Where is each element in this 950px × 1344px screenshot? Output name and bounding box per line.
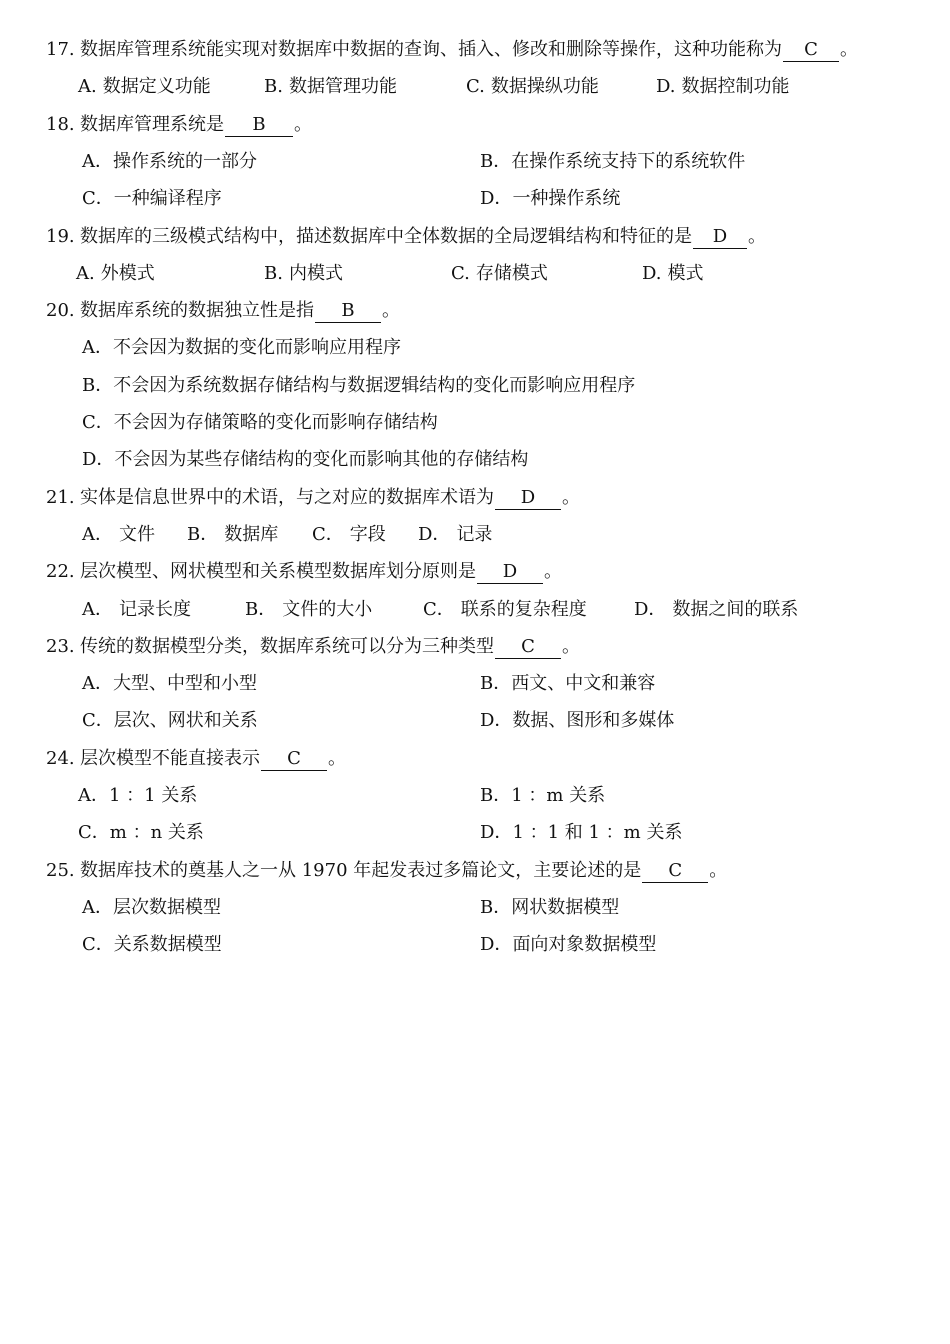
- option-d: [82, 448, 528, 472]
- options-row: [0, 75, 950, 99]
- option-text: 不会因为数据的变化而影响应用程序: [113, 337, 401, 358]
- option-a: [82, 896, 221, 920]
- options-row: [0, 150, 950, 174]
- option-text: 不会因为某些存储结构的变化而影响其他的存储结构: [114, 449, 529, 470]
- question-number: 21.: [46, 487, 75, 508]
- option-text: 数据库: [224, 524, 279, 545]
- option-text: 数据、图形和多媒体: [512, 710, 675, 731]
- answer-blank: D: [495, 487, 561, 510]
- option-text: 记录: [456, 524, 493, 545]
- option-label: C．: [423, 599, 455, 620]
- question-number: 24.: [46, 748, 75, 769]
- options-row: [0, 262, 950, 286]
- option-text: 不会因为系统数据存储结构与数据逻辑结构的变化而影响应用程序: [113, 375, 636, 396]
- option-d: [480, 933, 656, 957]
- option-text: 文件: [119, 524, 155, 545]
- option-label: A．: [82, 897, 113, 918]
- option-label: C.: [451, 263, 470, 284]
- option-d: [480, 187, 620, 211]
- option-b: [187, 523, 278, 547]
- options-row: [0, 933, 950, 957]
- option-text: 在操作系统支持下的系统软件: [511, 151, 746, 172]
- option-c: [82, 411, 438, 435]
- option-label: D．: [480, 934, 513, 955]
- question-21-stem: [46, 486, 580, 510]
- option-label: D．: [480, 710, 513, 731]
- option-c: [82, 187, 222, 211]
- option-text: 模式: [667, 263, 704, 284]
- question-stem: 传统的数据模型分类，数据库系统可以分为三种类型: [80, 636, 494, 657]
- option-text: 面向对象数据模型: [512, 934, 657, 955]
- option-label: D．: [418, 524, 451, 545]
- answer-blank: D: [693, 226, 747, 249]
- option-label: A．: [82, 151, 113, 172]
- option-text: 数据管理功能: [288, 76, 397, 97]
- question-19-stem: [46, 225, 766, 249]
- option-text: 数据操纵功能: [490, 76, 599, 97]
- option-b: [264, 75, 397, 99]
- options-row: [0, 523, 950, 547]
- question-number: 23.: [46, 636, 75, 657]
- option-text: 一种操作系统: [512, 188, 621, 209]
- option-label: A.: [78, 76, 97, 97]
- option-label: A.: [76, 263, 95, 284]
- question-23-stem: [46, 635, 580, 659]
- option-c: [82, 709, 258, 733]
- option-label: A．: [82, 337, 113, 358]
- option-b: [480, 896, 619, 920]
- question-end-mark: 。: [562, 487, 580, 508]
- answer-blank: C: [261, 748, 327, 771]
- question-stem: 实体是信息世界中的术语，与之对应的数据库术语为: [80, 487, 494, 508]
- options-row: [0, 821, 950, 845]
- option-a: [82, 150, 257, 174]
- option-c: [78, 821, 204, 845]
- option-a: [82, 672, 257, 696]
- options-row: [0, 896, 950, 920]
- option-d: [480, 821, 682, 845]
- option-text: 1 ：m 关系: [511, 785, 606, 806]
- answer-blank: C: [783, 39, 839, 62]
- option-label: B．: [187, 524, 219, 545]
- option-label: D.: [642, 263, 662, 284]
- option-b: [480, 150, 745, 174]
- question-end-mark: 。: [382, 300, 400, 321]
- option-label: B．: [480, 151, 512, 172]
- option-label: D．: [634, 599, 667, 620]
- question-stem: 数据库的三级模式结构中，描述数据库中全体数据的全局逻辑结构和特征的是: [80, 226, 692, 247]
- question-number: 19.: [46, 226, 75, 247]
- option-a: [82, 523, 155, 547]
- question-stem: 层次模型、网状模型和关系模型数据库划分原则是: [80, 561, 476, 582]
- question-end-mark: 。: [748, 226, 766, 247]
- option-label: A．: [78, 785, 109, 806]
- answer-blank: B: [315, 300, 381, 323]
- option-a: [82, 336, 401, 360]
- option-label: B．: [245, 599, 277, 620]
- question-end-mark: 。: [294, 114, 312, 135]
- option-label: B．: [480, 673, 512, 694]
- option-text: 西文、中文和兼容: [511, 673, 656, 694]
- question-stem: 层次模型不能直接表示: [80, 748, 260, 769]
- option-text: 记录长度: [119, 599, 191, 620]
- option-text: 数据之间的联系: [672, 599, 799, 620]
- option-b: [480, 672, 655, 696]
- option-label: D．: [82, 449, 115, 470]
- question-stem: 数据库技术的奠基人之一从 1970 年起发表过多篇论文，主要论述的是: [80, 860, 642, 881]
- option-a: [78, 75, 211, 99]
- option-d: [480, 709, 674, 733]
- option-text: 联系的复杂程度: [460, 599, 587, 620]
- option-b: [245, 598, 372, 622]
- option-text: 层次数据模型: [113, 897, 221, 918]
- options-row: [0, 784, 950, 808]
- option-label: C．: [82, 710, 114, 731]
- option-b: [82, 374, 635, 398]
- question-end-mark: 。: [562, 636, 580, 657]
- option-a: [76, 262, 155, 286]
- question-22-stem: [46, 560, 562, 584]
- option-text: 大型、中型和小型: [113, 673, 257, 694]
- option-label: D．: [480, 188, 513, 209]
- option-text: 1 ：1 关系: [109, 785, 198, 806]
- option-text: 一种编译程序: [113, 188, 222, 209]
- options-row: [0, 709, 950, 733]
- option-text: 层次、网状和关系: [113, 710, 258, 731]
- option-text: 外模式: [100, 263, 155, 284]
- option-label: A．: [82, 524, 113, 545]
- option-text: 数据定义功能: [102, 76, 211, 97]
- option-text: 操作系统的一部分: [113, 151, 257, 172]
- option-label: C．: [82, 934, 114, 955]
- question-end-mark: 。: [328, 748, 346, 769]
- option-label: C．: [78, 822, 110, 843]
- question-18-stem: [46, 113, 312, 137]
- question-24-stem: [46, 747, 346, 771]
- option-label: C．: [82, 188, 114, 209]
- option-label: A．: [82, 673, 113, 694]
- answer-blank: C: [642, 860, 708, 883]
- question-25-stem: [46, 859, 727, 883]
- option-label: D.: [656, 76, 676, 97]
- question-stem: 数据库管理系统是: [80, 114, 224, 135]
- option-d: [634, 598, 798, 622]
- question-stem: 数据库管理系统能实现对数据库中数据的查询、插入、修改和删除等操作，这种功能称为: [80, 39, 782, 60]
- options-row: [0, 187, 950, 211]
- question-number: 25.: [46, 860, 75, 881]
- option-label: B．: [480, 785, 512, 806]
- option-d: [642, 262, 704, 286]
- question-number: 18.: [46, 114, 75, 135]
- option-label: B.: [264, 263, 283, 284]
- option-c: [312, 523, 386, 547]
- option-text: 关系数据模型: [113, 934, 222, 955]
- question-end-mark: 。: [840, 39, 858, 60]
- option-label: C.: [466, 76, 485, 97]
- option-label: A．: [82, 599, 113, 620]
- answer-blank: B: [225, 114, 293, 137]
- option-d: [656, 75, 790, 99]
- question-number: 20.: [46, 300, 75, 321]
- option-c: [466, 75, 599, 99]
- option-text: 字段: [349, 524, 386, 545]
- option-b: [480, 784, 605, 808]
- options-row: [0, 672, 950, 696]
- question-end-mark: 。: [544, 561, 562, 582]
- question-stem: 数据库系统的数据独立性是指: [80, 300, 314, 321]
- option-label: D．: [480, 822, 513, 843]
- option-label: B.: [264, 76, 283, 97]
- question-number: 17.: [46, 39, 75, 60]
- option-label: C．: [82, 412, 114, 433]
- option-c: [423, 598, 587, 622]
- option-text: m ：n 关系: [109, 822, 204, 843]
- question-end-mark: 。: [709, 860, 728, 881]
- option-text: 1 ：1 和 1 ：m 关系: [512, 822, 683, 843]
- option-d: [418, 523, 492, 547]
- option-a: [78, 784, 197, 808]
- option-label: C．: [312, 524, 344, 545]
- question-17-stem: [46, 38, 858, 62]
- option-text: 网状数据模型: [511, 897, 620, 918]
- option-label: B．: [82, 375, 114, 396]
- question-20-stem: [46, 299, 400, 323]
- question-number: 22.: [46, 561, 75, 582]
- answer-blank: D: [477, 561, 543, 584]
- option-text: 文件的大小: [282, 599, 373, 620]
- option-c: [82, 933, 222, 957]
- option-text: 内模式: [288, 263, 343, 284]
- option-text: 存储模式: [475, 263, 548, 284]
- option-a: [82, 598, 191, 622]
- option-label: B．: [480, 897, 512, 918]
- option-c: [451, 262, 548, 286]
- option-text: 不会因为存储策略的变化而影响存储结构: [113, 412, 438, 433]
- options-row: [0, 598, 950, 622]
- answer-blank: C: [495, 636, 561, 659]
- option-text: 数据控制功能: [681, 76, 790, 97]
- option-b: [264, 262, 343, 286]
